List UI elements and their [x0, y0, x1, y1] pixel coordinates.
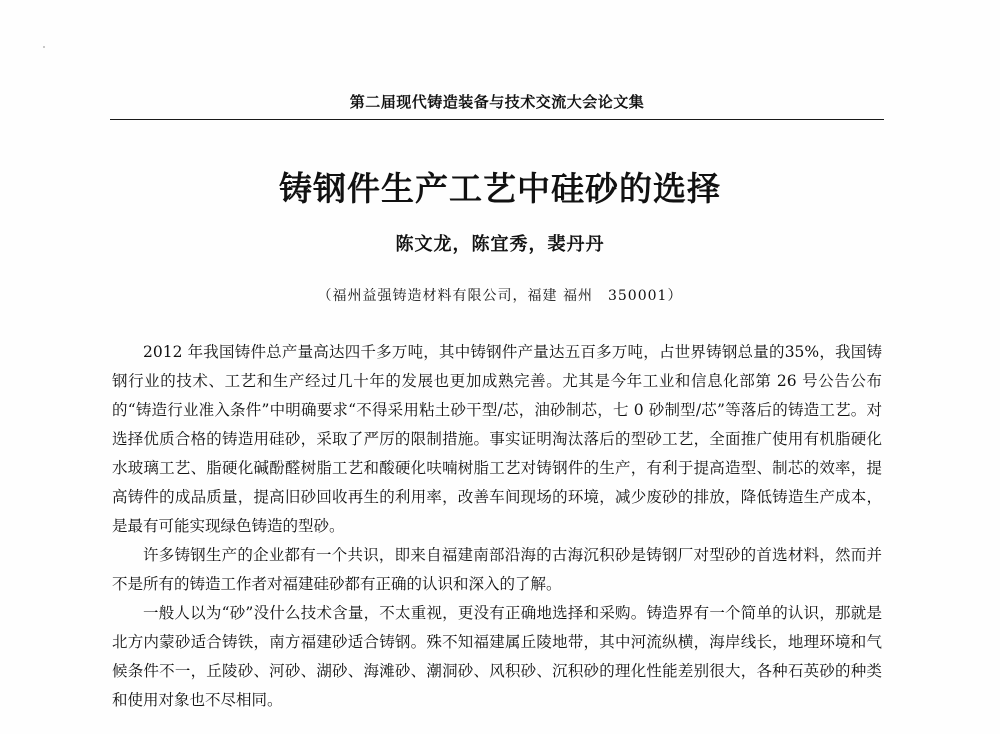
- header-rule: [110, 119, 884, 120]
- body-paragraph-2: 许多铸钢生产的企业都有一个共识，即来自福建南部沿海的古海沉积砂是铸钢厂对型砂的首选材料，然而并不是所有的铸造工作者对福建硅砂都有正确的认识和深入的了解。: [112, 546, 882, 593]
- body-paragraph-1: 2012 年我国铸件总产量高达四千多万吨，其中铸钢件产量达五百多万吨，占世界铸钢总量的35%，我国铸钢行业的技术、工艺和生产经过几十年的发展也更加成熟完善。尤其是今年工业和信息化部第 26 号公告公布的“铸造行业准入条件”中明确要求“不得采用粘土砂干型/芯，油砂制芯，七 0 砂制型/芯”等落后的铸造工艺。对选择优质合格的铸造用硅砂，采取了严厉的限制措施。事实证明淘汰落后的型砂工艺，全面推广使用有机脂硬化水玻璃工艺、脂硬化碱酚醛树脂工艺和酸硬化呋喃树脂工艺对铸钢件的生产，有利于提高造型、制芯的效率，提高铸件的成品质量，提高旧砂回收再生的利用率，改善车间现场的环境，减少废砂的排放，降低铸造生产成本，是最有可能实现绿色铸造的型砂。: [112, 343, 882, 535]
- paper-affiliation: （福州益强铸造材料有限公司，福建 福州 350001）: [317, 288, 683, 304]
- scan-speck: [43, 46, 45, 48]
- paper-body: [112, 338, 882, 715]
- paper-authors: 陈文龙，陈宜秀，裴丹丹: [395, 234, 605, 255]
- body-paragraph-3: 一般人以为“砂”没什么技术含量，不太重视，更没有正确地选择和采购。铸造界有一个简单的认识，那就是北方内蒙砂适合铸铁，南方福建砂适合铸钢。殊不知福建属丘陵地带，其中河流纵横，海岸线长，地理环境和气候条件不一，丘陵砂、河砂、湖砂、海滩砂、潮洞砂、风积砂、沉积砂的理化性能差别很大，各种石英砂的种类和使用对象也不尽相同。: [112, 604, 882, 709]
- paper-title: 铸钢件生产工艺中硅砂的选择: [279, 169, 721, 208]
- running-header: 第二届现代铸造装备与技术交流大会论文集: [349, 93, 645, 111]
